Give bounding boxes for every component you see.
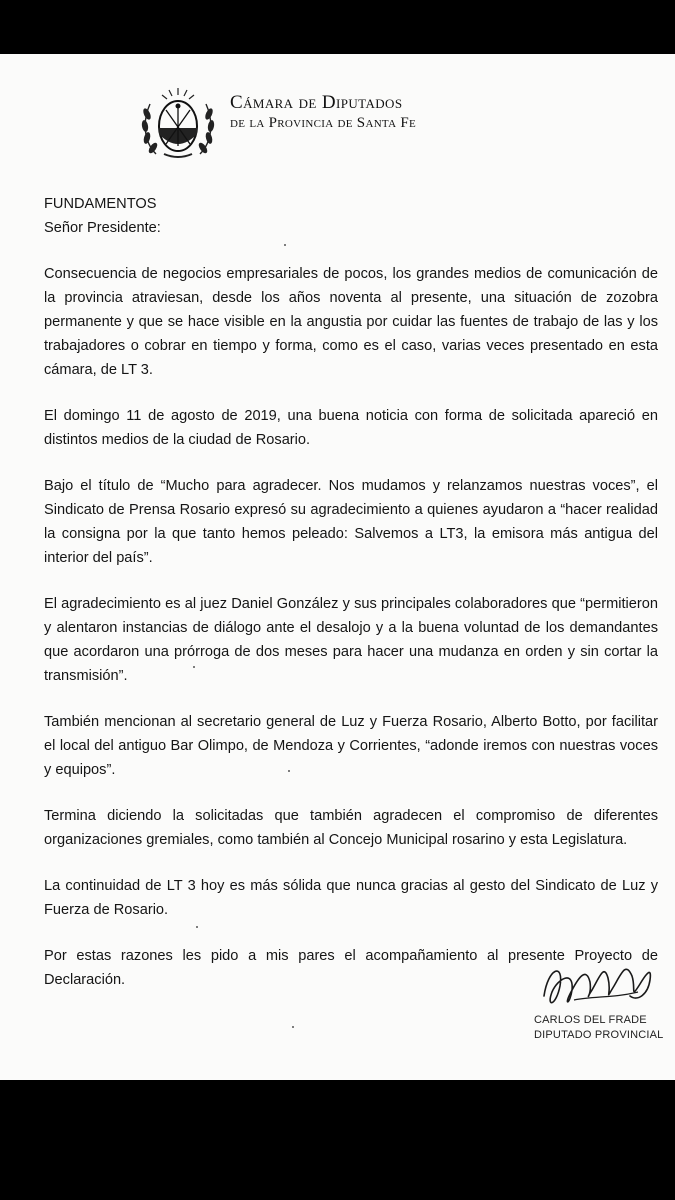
paragraph: El domingo 11 de agosto de 2019, una buena noticia con forma de solicitada apareció en distintos medios de la ciudad de Rosario. [44,408,658,448]
scan-speck [288,770,290,772]
paragraph: Consecuencia de negocios empresariales de pocos, los grandes medios de comunicación de la provincia atraviesan, desde los años noventa al presente, una situación de zozobra permanente y que se hace visible en la angustia por cuidar las fuentes de trabajo de las y los trabajadores o cobrar en tiempo y forma, como es el caso, varias veces presentado en esta cámara, de LT 3. [44,266,658,378]
salutation: Señor Presidente: [44,220,161,236]
document-page [0,54,675,1080]
chamber-title: Cámara de Diputados [230,92,403,113]
signatory-role: DIPUTADO PROVINCIAL [534,1029,664,1041]
scan-speck [284,244,286,246]
document-body [44,192,658,1014]
section-heading: FUNDAMENTOS [44,196,157,212]
letterhead [138,84,558,194]
handwritten-signature [534,956,658,1018]
paragraph: Por estas razones les pido a mis pares el acompañamiento al presente Proyecto de Declaración. [44,948,658,988]
scan-speck [196,926,198,928]
signatory-name: CARLOS DEL FRADE [534,1014,647,1026]
paragraph: El agradecimiento es al juez Daniel González y sus principales colaboradores que “permitieron y alentaron instancias de diálogo ante el desalojo y a la buena voluntad de los demandantes que acordaron una prórroga de dos meses para hacer una mudanza en orden y sin cortar la transmisión”. [44,596,658,684]
santa-fe-coat-of-arms-icon [138,84,218,164]
scan-speck [292,1026,294,1028]
paragraph: Bajo el título de “Mucho para agradecer. Nos mudamos y relanzamos nuestras voces”, el Sindicato de Prensa Rosario expresó su agradecimiento a quienes ayudaron a “hacer realidad la consigna por la que tanto hemos peleado: Salvemos a LT3, la emisora más antigua del interior del país”. [44,478,658,566]
paragraph: También mencionan al secretario general de Luz y Fuerza Rosario, Alberto Botto, por facilitar el local del antiguo Bar Olimpo, de Mendoza y Corrientes, “adonde iremos con nuestras voces y equipos”. [44,714,658,778]
chamber-subtitle: de la Provincia de Santa Fe [230,115,417,131]
signature-block [528,956,668,1056]
scan-speck [193,666,195,668]
paragraph: Termina diciendo la solicitadas que también agradecen el compromiso de diferentes organizaciones gremiales, como también al Concejo Municipal rosarino y esta Legislatura. [44,808,658,848]
chamber-name [230,92,416,132]
paragraph: La continuidad de LT 3 hoy es más sólida que nunca gracias al gesto del Sindicato de Luz y Fuerza de Rosario. [44,878,658,918]
